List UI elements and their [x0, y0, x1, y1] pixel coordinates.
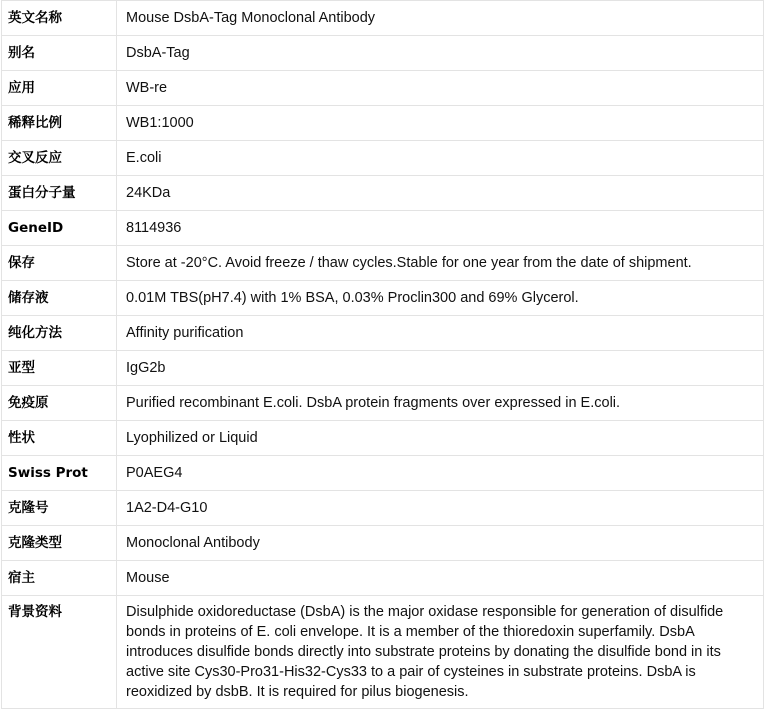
spec-label: 交叉反应: [2, 141, 117, 176]
spec-value: Monoclonal Antibody: [117, 526, 764, 561]
spec-label: 应用: [2, 71, 117, 106]
spec-label: 背景资料: [2, 596, 117, 709]
spec-row-host: [2, 561, 764, 596]
spec-row-storage: [2, 246, 764, 281]
spec-label: 克隆号: [2, 491, 117, 526]
spec-row-gene-id: [2, 211, 764, 246]
spec-value: Purified recombinant E.coli. DsbA protein fragments over expressed in E.coli.: [117, 386, 764, 421]
spec-value: 24KDa: [117, 176, 764, 211]
spec-value: Disulphide oxidoreductase (DsbA) is the major oxidase responsible for generation of disulfide bonds in proteins of E. coli envelope. It is a member of the thioredoxin superfamily. DsbA introduces disulfide bonds directly into substrate proteins by donating the disulfide bond in its active site Cys30-Pro31-His32-Cys33 to a pair of cysteines in substrate proteins. DsbA is reoxidized by dsbB. It is required for pilus biogenesis.: [117, 596, 764, 709]
spec-value: Mouse DsbA-Tag Monoclonal Antibody: [117, 1, 764, 36]
spec-value: 0.01M TBS(pH7.4) with 1% BSA, 0.03% Proclin300 and 69% Glycerol.: [117, 281, 764, 316]
spec-value: Affinity purification: [117, 316, 764, 351]
spec-value: Mouse: [117, 561, 764, 596]
spec-label: 英文名称: [2, 1, 117, 36]
spec-row-swiss-prot: [2, 456, 764, 491]
spec-row-dilution: [2, 106, 764, 141]
spec-value: IgG2b: [117, 351, 764, 386]
spec-label: 纯化方法: [2, 316, 117, 351]
spec-label: 稀释比例: [2, 106, 117, 141]
spec-label: 蛋白分子量: [2, 176, 117, 211]
spec-row-storage-buffer: [2, 281, 764, 316]
spec-label: 保存: [2, 246, 117, 281]
spec-value: 1A2-D4-G10: [117, 491, 764, 526]
spec-value: WB1:1000: [117, 106, 764, 141]
spec-row-clonality: [2, 526, 764, 561]
spec-row-application: [2, 71, 764, 106]
spec-value: DsbA-Tag: [117, 36, 764, 71]
spec-row-purification: [2, 316, 764, 351]
spec-row-immunogen: [2, 386, 764, 421]
spec-value: P0AEG4: [117, 456, 764, 491]
spec-value: E.coli: [117, 141, 764, 176]
spec-label: 储存液: [2, 281, 117, 316]
spec-row-background: [2, 596, 764, 709]
spec-row-cross-reactivity: [2, 141, 764, 176]
spec-label: GeneID: [2, 211, 117, 246]
spec-label: 克隆类型: [2, 526, 117, 561]
spec-row-alias: [2, 36, 764, 71]
product-spec-table: [1, 0, 764, 709]
spec-label: 宿主: [2, 561, 117, 596]
spec-value: Lyophilized or Liquid: [117, 421, 764, 456]
spec-label: 亚型: [2, 351, 117, 386]
spec-row-english-name: [2, 1, 764, 36]
spec-row-isotype: [2, 351, 764, 386]
spec-label: 性状: [2, 421, 117, 456]
spec-label: Swiss Prot: [2, 456, 117, 491]
spec-row-molecular-weight: [2, 176, 764, 211]
spec-value: Store at -20°C. Avoid freeze / thaw cycles.Stable for one year from the date of shipment.: [117, 246, 764, 281]
spec-value: 8114936: [117, 211, 764, 246]
spec-row-clone-number: [2, 491, 764, 526]
spec-label: 免疫原: [2, 386, 117, 421]
spec-value: WB-re: [117, 71, 764, 106]
spec-label: 别名: [2, 36, 117, 71]
spec-row-form: [2, 421, 764, 456]
